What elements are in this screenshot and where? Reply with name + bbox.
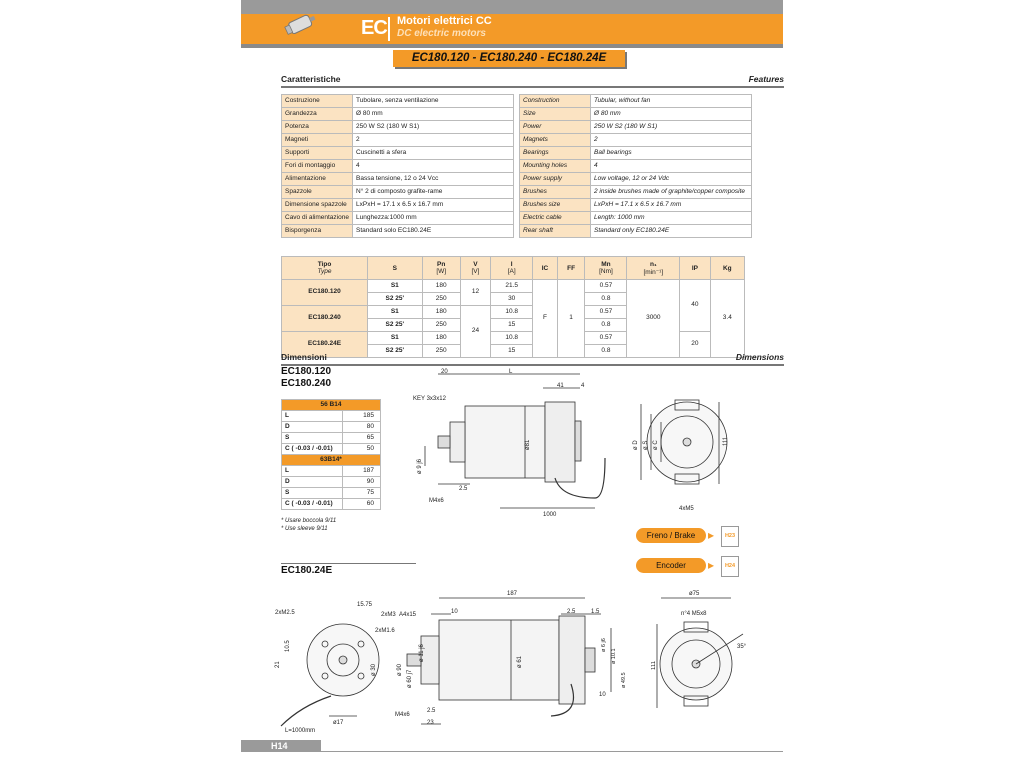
feature-row	[282, 134, 514, 147]
spec-header	[460, 257, 490, 280]
feature-key: Mounting holes	[520, 160, 591, 173]
feature-key: Costruzione	[282, 95, 353, 108]
spec-cell: 250	[422, 293, 460, 306]
spec-cell: 1	[557, 280, 585, 358]
features-heading-en: Features	[748, 74, 784, 84]
feature-key: Dimensione spazzole	[282, 199, 353, 212]
dim-111-b: 111	[651, 660, 657, 670]
dim-key: C ( -0.03 / -0.01)	[282, 499, 343, 510]
spec-header-unit: [W]	[436, 268, 447, 275]
feature-value: 2 inside brushes made of graphite/copper composite	[591, 186, 752, 199]
dim-2-5-bottom: 2.5	[427, 708, 436, 714]
spec-cell: 10.8	[491, 332, 533, 345]
spec-header-unit: [Nm]	[599, 268, 613, 275]
spec-cell: 10.8	[491, 306, 533, 319]
catalog-page	[241, 0, 783, 768]
dim-2-5: 2.5	[459, 486, 468, 492]
feature-key: Brushes	[520, 186, 591, 199]
spec-cell: F	[533, 280, 558, 358]
feature-key: Bearings	[520, 147, 591, 160]
spec-header-label: S	[392, 264, 397, 272]
feature-row	[520, 147, 752, 160]
dim-value: 75	[342, 488, 380, 499]
spec-cell: 20	[680, 332, 710, 358]
dim-key: S	[282, 433, 343, 444]
dim-20: 20	[441, 369, 448, 375]
spec-cell: 180	[422, 332, 460, 345]
feature-key: Power supply	[520, 173, 591, 186]
spec-header	[368, 257, 423, 280]
spec-header-unit: Type	[317, 268, 332, 275]
dim-table-row	[282, 444, 381, 455]
dim-cable-length: L=1000mm	[285, 728, 316, 734]
dim-1000: 1000	[543, 512, 557, 518]
dim-49-5: ø 49.5	[621, 672, 627, 688]
dim-table-header-row	[282, 455, 381, 466]
feature-key: Cavo di alimentazione	[282, 212, 353, 225]
spec-cell: S2 25'	[368, 345, 423, 358]
dim-table-row	[282, 499, 381, 510]
feature-row	[282, 147, 514, 160]
feature-row	[282, 186, 514, 199]
feature-key: Potenza	[282, 121, 353, 134]
dim-L: L	[509, 369, 513, 375]
brake-button[interactable]: Freno / Brake	[636, 528, 706, 543]
features-table-it	[281, 94, 514, 238]
dim-table-row	[282, 433, 381, 444]
spec-header	[680, 257, 710, 280]
dim-value: 60	[342, 499, 380, 510]
dim-table-header-row	[282, 400, 381, 411]
feature-row	[282, 95, 514, 108]
spec-cell: 3.4	[710, 280, 744, 358]
spec-cell: 0.57	[585, 332, 627, 345]
dim-key: S	[282, 488, 343, 499]
feature-key: Spazzole	[282, 186, 353, 199]
front-view-drawing-1	[615, 392, 735, 516]
dim-value: 50	[342, 444, 380, 455]
title-italian: Motori elettrici CC	[397, 15, 492, 27]
title-english: DC electric motors	[397, 28, 486, 39]
dim-m4: M4x6	[429, 498, 444, 504]
dim-value: 187	[342, 466, 380, 477]
spec-cell: 15	[491, 345, 533, 358]
dim-15-75: 15.75	[357, 602, 373, 608]
dim-30: ø 30	[371, 663, 377, 676]
dim-D: ø D	[633, 440, 639, 450]
dim-41: 41	[557, 383, 564, 389]
encoder-button[interactable]: Encoder	[636, 558, 706, 573]
feature-value: LxPxH = 17.1 x 6.5 x 16.7 mm	[591, 199, 752, 212]
dim-4xm5: 4xM5	[679, 506, 694, 512]
spec-cell: EC180.120	[282, 280, 368, 306]
dim-key: C ( -0.03 / -0.01)	[282, 444, 343, 455]
dim-60j7: ø 60 j7	[407, 669, 413, 688]
dimension-table	[281, 399, 381, 510]
side-view-drawing-2	[271, 584, 651, 740]
feature-value: Ball bearings	[591, 147, 752, 160]
spec-cell: 0.57	[585, 280, 627, 293]
model-name-ec180240: EC180.240	[281, 378, 332, 389]
spec-header	[585, 257, 627, 280]
feature-value: Standard solo EC180.24E	[353, 225, 514, 238]
spec-cell: 0.57	[585, 306, 627, 319]
dim-a4x15: A4x15	[399, 612, 417, 618]
model-name-ec180120: EC180.120	[281, 366, 332, 377]
feature-key: Bisporgenza	[282, 225, 353, 238]
feature-value: 2	[591, 134, 752, 147]
feature-value: Low voltage, 12 or 24 Vdc	[591, 173, 752, 186]
feature-value: Tubular, without fan	[591, 95, 752, 108]
feature-row	[282, 225, 514, 238]
dim-81: ø81	[525, 439, 531, 450]
spec-cell: EC180.240	[282, 306, 368, 332]
dim-table-row	[282, 422, 381, 433]
dim-2-5-top: 2.5	[567, 609, 576, 615]
feature-row	[520, 160, 752, 173]
feature-key: Brushes size	[520, 199, 591, 212]
spec-header-label: Kg	[722, 264, 732, 272]
feature-key: Fori di montaggio	[282, 160, 353, 173]
feature-key: Grandezza	[282, 108, 353, 121]
feature-value: Ø 80 mm	[591, 108, 752, 121]
dimensions-heading	[281, 352, 784, 366]
feature-row	[520, 108, 752, 121]
spec-header-label: V	[473, 261, 478, 268]
feature-value: 250 W S2 (180 W S1)	[591, 121, 752, 134]
feature-value: N° 2 di composto grafite-rame	[353, 186, 514, 199]
brake-ref-doc-icon[interactable]: H23	[721, 526, 739, 547]
dim-11j6: ø 11 j6	[419, 644, 425, 662]
spec-header-label: n₁	[649, 260, 657, 268]
dim-key: D	[282, 477, 343, 488]
front-view-drawing-2	[651, 584, 761, 724]
feature-value: LxPxH = 17.1 x 6.5 x 16.7 mm	[353, 199, 514, 212]
spec-cell: 3000	[627, 280, 680, 358]
dim-2xm25: 2xM2.5	[275, 610, 295, 616]
dim-90: ø 90	[397, 663, 403, 676]
dim-35deg: 35°	[737, 644, 747, 650]
dim-10-right: 10	[599, 692, 606, 698]
dim-key: KEY 3x3x12	[413, 396, 446, 402]
features-table-en	[519, 94, 752, 238]
spec-row	[282, 280, 745, 293]
spec-cell: 250	[422, 345, 460, 358]
dim-m4x6: M4x6	[395, 712, 410, 718]
dim-value: 90	[342, 477, 380, 488]
spec-header-label: Mn	[601, 261, 611, 268]
feature-key: Magnets	[520, 134, 591, 147]
dim-21: 21	[275, 661, 281, 668]
feature-value: Length: 1000 mm	[591, 212, 752, 225]
feature-key: Construction	[520, 95, 591, 108]
dim-table-row	[282, 466, 381, 477]
spec-cell: 180	[422, 306, 460, 319]
spec-header	[491, 257, 533, 280]
dim-key: L	[282, 411, 343, 422]
model-name-ec18024e: EC180.24E	[281, 565, 333, 576]
spec-cell: S1	[368, 332, 423, 345]
spec-header	[710, 257, 744, 280]
feature-value: 250 W S2 (180 W S1)	[353, 121, 514, 134]
header-top-bar	[241, 0, 783, 14]
brake-arrow-icon: ▸	[708, 528, 715, 542]
series-code: EC	[361, 17, 387, 39]
feature-row	[520, 95, 752, 108]
spec-cell: 30	[491, 293, 533, 306]
encoder-arrow-icon: ▸	[708, 558, 715, 572]
dim-C: ø C	[653, 440, 659, 450]
feature-value: Ø 80 mm	[353, 108, 514, 121]
spec-cell: 24	[460, 306, 490, 358]
spec-header-unit: [V]	[471, 268, 480, 275]
motor-photo-icon	[283, 8, 319, 40]
spec-cell: 0.8	[585, 345, 627, 358]
spec-cell: 0.8	[585, 319, 627, 332]
feature-key: Supporti	[282, 147, 353, 160]
dim-2xm3: 2xM3	[381, 612, 396, 618]
feature-row	[282, 108, 514, 121]
feature-row	[520, 134, 752, 147]
feature-key: Magneti	[282, 134, 353, 147]
feature-value: 2	[353, 134, 514, 147]
spec-header	[557, 257, 585, 280]
spec-header	[422, 257, 460, 280]
dim-key: D	[282, 422, 343, 433]
feature-value: 4	[353, 160, 514, 173]
feature-value: Cuscinetti a sfera	[353, 147, 514, 160]
feature-value: Tubolare, senza ventilazione	[353, 95, 514, 108]
spec-table	[281, 256, 745, 358]
spec-cell: 21.5	[491, 280, 533, 293]
header-separator	[388, 17, 390, 41]
dim-1-5: 1.5	[591, 609, 600, 615]
note-it: * Usare boccola 9/11	[281, 518, 337, 524]
spec-header	[627, 257, 680, 280]
feature-row	[520, 199, 752, 212]
spec-cell: 250	[422, 319, 460, 332]
spec-cell: 180	[422, 280, 460, 293]
dim-2xm16: 2xM1.6	[375, 628, 395, 634]
dim-table-title: 56 B14	[282, 400, 381, 411]
feature-row	[282, 121, 514, 134]
spec-header	[282, 257, 368, 280]
spec-header-label: FF	[567, 264, 576, 272]
dim-75: ø75	[689, 591, 700, 597]
dim-9: ø 9 j6	[417, 458, 423, 474]
feature-value: Bassa tensione, 12 o 24 Vcc	[353, 173, 514, 186]
spec-header-label: IP	[691, 264, 698, 272]
model-title: EC180.120 - EC180.240 - EC180.24E	[393, 50, 625, 67]
features-heading-it: Caratteristiche	[281, 74, 341, 84]
dim-10: 10	[451, 609, 458, 615]
spec-cell: 15	[491, 319, 533, 332]
spec-header-unit: [A]	[507, 268, 516, 275]
encoder-ref-doc-icon[interactable]: H24	[721, 556, 739, 577]
feature-value: Standard only EC180.24E	[591, 225, 752, 238]
feature-key: Rear shaft	[520, 225, 591, 238]
dim-61: ø 61	[517, 655, 523, 668]
feature-row	[282, 173, 514, 186]
dim-10-1: ø 10.1	[611, 648, 617, 664]
spec-header-label: Tipo	[317, 261, 332, 268]
dimensions-heading-it: Dimensioni	[281, 352, 327, 362]
dim-17: ø17	[333, 720, 344, 726]
dimensions-heading-en: Dimensions	[735, 352, 784, 362]
dim-table-row	[282, 411, 381, 422]
dim-table-row	[282, 477, 381, 488]
dim-111: 111	[723, 436, 729, 446]
dim-key: L	[282, 466, 343, 477]
spec-cell: S2 25'	[368, 293, 423, 306]
spec-cell: 0.8	[585, 293, 627, 306]
dim-S: ø S	[643, 440, 649, 450]
header-band	[241, 14, 783, 44]
spec-header-label: I	[510, 261, 513, 268]
feature-key: Electric cable	[520, 212, 591, 225]
feature-row	[282, 199, 514, 212]
spec-cell: 40	[680, 280, 710, 332]
feature-key: Power	[520, 121, 591, 134]
footer-line	[241, 751, 783, 752]
feature-key: Size	[520, 108, 591, 121]
feature-row	[520, 121, 752, 134]
dim-table-title: 63B14*	[282, 455, 381, 466]
dim-4: 4	[581, 383, 585, 389]
note-en: * Use sleeve 9/11	[281, 526, 328, 532]
dim-value: 80	[342, 422, 380, 433]
feature-row	[282, 212, 514, 225]
dim-6j6: ø 6 j6	[601, 638, 607, 652]
feature-row	[520, 173, 752, 186]
dim-187: 187	[507, 591, 518, 597]
feature-row	[520, 212, 752, 225]
dim-value: 185	[342, 411, 380, 422]
spec-header-label: Pn	[437, 261, 446, 268]
feature-value: 4	[591, 160, 752, 173]
spec-cell: S2 25'	[368, 319, 423, 332]
divider	[281, 563, 416, 564]
spec-cell: S1	[368, 306, 423, 319]
dim-table-row	[282, 488, 381, 499]
page-number: H14	[241, 740, 321, 752]
spec-cell: 12	[460, 280, 490, 306]
spec-cell: EC180.24E	[282, 332, 368, 358]
dim-10-5: 10.5	[285, 640, 291, 652]
feature-key: Alimentazione	[282, 173, 353, 186]
features-heading	[281, 74, 784, 88]
dim-value: 65	[342, 433, 380, 444]
side-view-drawing-1	[405, 366, 625, 518]
feature-value: Lunghezza:1000 mm	[353, 212, 514, 225]
feature-row	[520, 186, 752, 199]
dim-n4m5x8: n°4 M5x8	[681, 611, 707, 617]
spec-header-unit: [min⁻¹]	[643, 268, 664, 276]
spec-header	[533, 257, 558, 280]
feature-row	[282, 160, 514, 173]
spec-header-label: IC	[541, 264, 549, 272]
feature-row	[520, 225, 752, 238]
dim-23: 23	[427, 720, 434, 726]
spec-cell: S1	[368, 280, 423, 293]
